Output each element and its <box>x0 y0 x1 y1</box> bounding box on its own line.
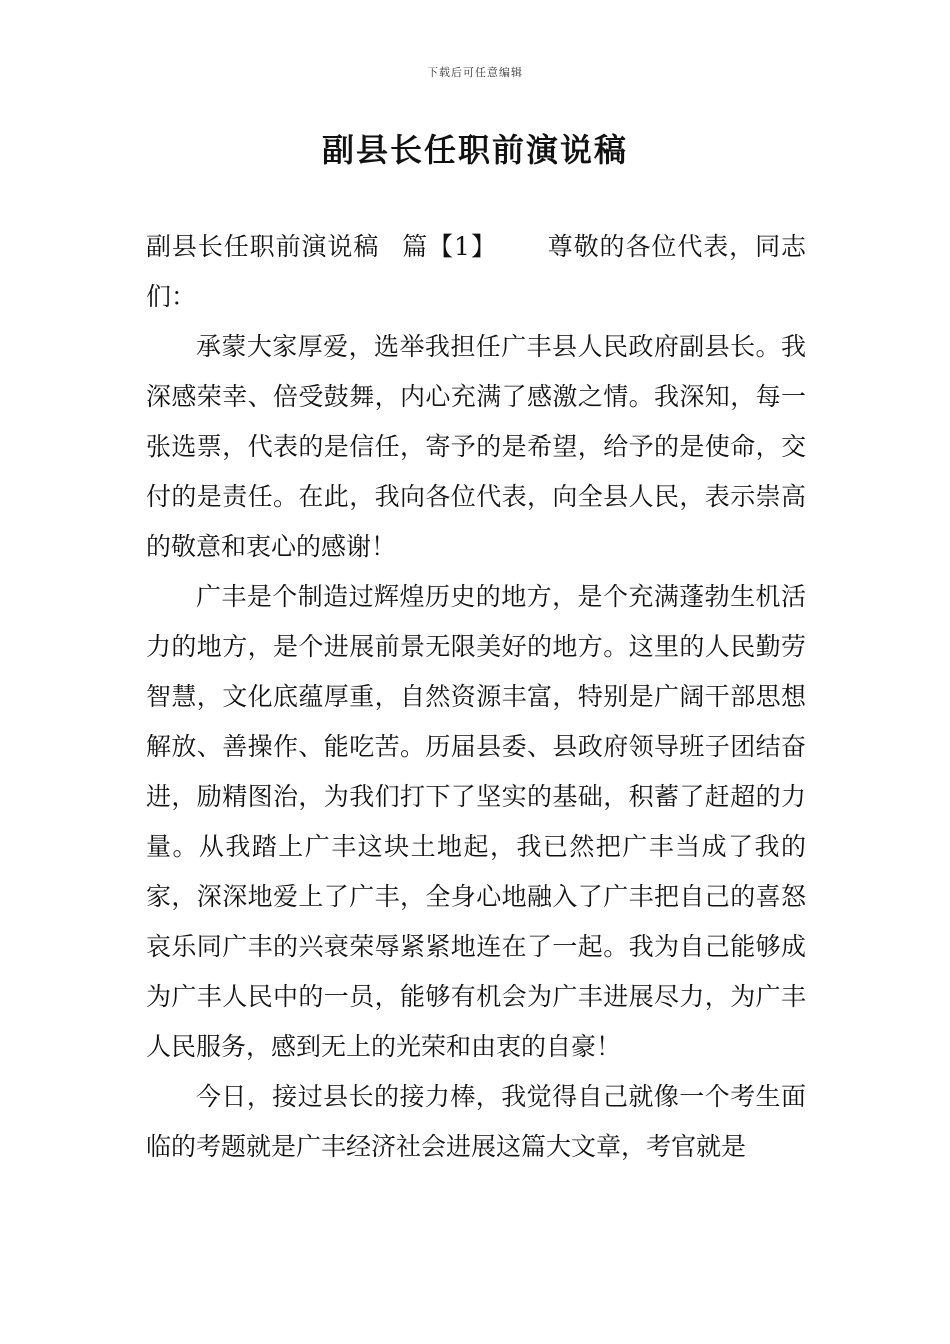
section-heading-line <box>146 222 806 322</box>
paragraph-2: 广丰是个制造过辉煌历史的地方，是个充满蓬勃生机活力的地方，是个进展前景无限美好的地方。这里的人民勤劳智慧，文化底蕴厚重，自然资源丰富，特别是广阔干部思想解放、善操作、能吃苦。历届县委、县政府领导班子团结奋进，励精图治，为我们打下了坚实的基础，积蓄了赶超的力量。从我踏上广丰这块土地起，我已然把广丰当成了我的家，深深地爱上了广丰，全身心地融入了广丰把自己的喜怒哀乐同广丰的兴衰荣辱紧紧地连在了一起。我为自己能够成为广丰人民中的一员，能够有机会为广丰进展尽力，为广丰人民服务，感到无上的光荣和由衷的自豪！ <box>146 582 806 1061</box>
document-body <box>146 222 806 1172</box>
header-note: 下载后可任意编辑 <box>427 66 523 79</box>
heading-doc-name: 副县长任职前演说稿 <box>146 232 380 261</box>
document-title: 副县长任职前演说稿 <box>321 131 628 169</box>
paragraph-3: 今日，接过县长的接力棒，我觉得自己就像一个考生面临的考题就是广丰经济社会进展这篇大文章，考官就是 <box>146 1082 806 1161</box>
heading-section: 篇【1】 <box>401 232 497 261</box>
heading-salutation: 尊敬的各位代表，同志们： <box>146 232 806 311</box>
paragraph-1: 承蒙大家厚爱，选举我担任广丰县人民政府副县长。我深感荣幸、倍受鼓舞，内心充满了感激之情。我深知，每一张选票，代表的是信任，寄予的是希望，给予的是使命，交付的是责任。在此，我向各位代表，向全县人民，表示崇高的敬意和衷心的感谢！ <box>146 332 806 561</box>
